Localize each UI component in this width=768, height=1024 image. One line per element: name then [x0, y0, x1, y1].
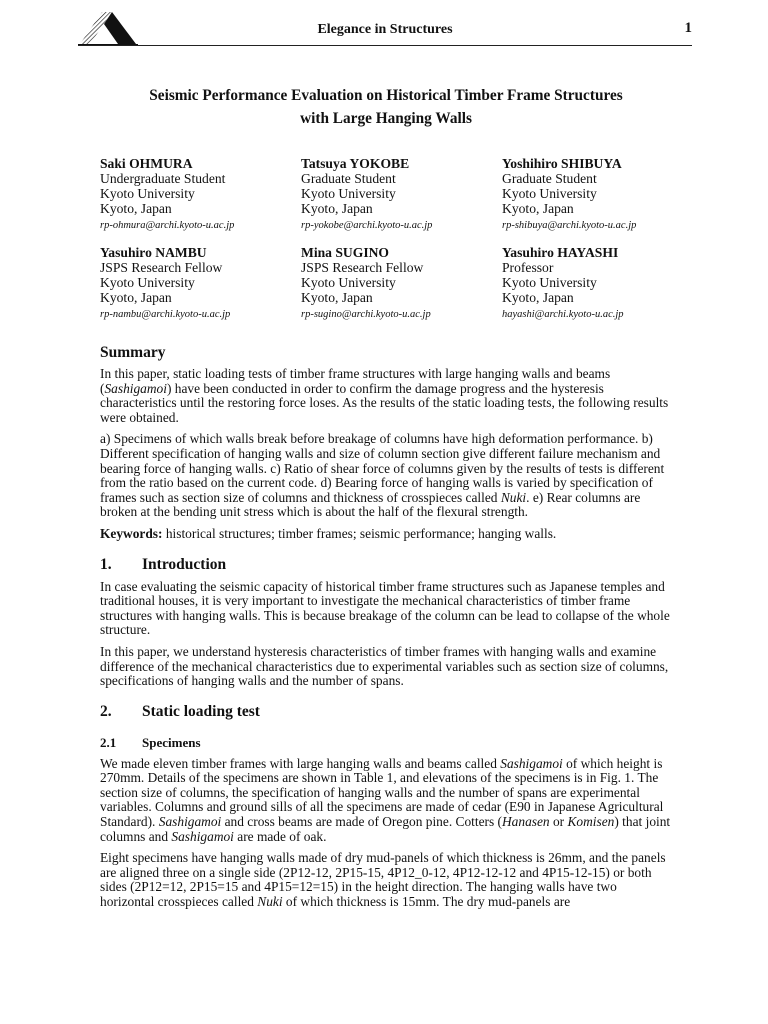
author-affiliation: Kyoto University: [301, 186, 396, 201]
running-title: Elegance in Structures: [317, 22, 453, 37]
keywords-label: Keywords:: [100, 525, 163, 541]
author-location: Kyoto, Japan: [100, 290, 172, 305]
author-email[interactable]: rp-yokobe@archi.kyoto-u.ac.jp: [301, 220, 433, 231]
keywords-text: historical structures; timber frames; seismic performance; hanging walls.: [162, 525, 557, 541]
paper-title-line-1: Seismic Performance Evaluation on Historical Timber Frame Structures: [149, 87, 623, 104]
section-heading-introduction: 1. Introduction: [100, 555, 227, 573]
author-role: JSPS Research Fellow: [100, 260, 223, 275]
intro-paragraph-1: In case evaluating the seismic capacity of historical timber frame structures such as Japanese temples and traditional houses, it is very important to investigate the mechanical characteristics of timber frame structures with hanging walls. This is because breakage of the column can be lead to collapse of the whole structure.: [100, 578, 670, 638]
specimens-paragraph-2: Eight specimens have hanging walls made of dry mud-panels of which thickness is 26mm, and the panels are aligned three on a single side (2P12-12, 2P15-15, 4P12_0-12, 4P12-12-12 and 4P15-12-15) or both sides (2P12=12, 2P15=15 and 4P15=12=15) in the height direction. The hanging walls have two horizontal crosspieces called Nuki of which thickness is 15mm. The dry mud-panels are: [100, 850, 666, 910]
summary-heading: Summary: [100, 344, 166, 361]
author-location: Kyoto, Japan: [301, 290, 373, 305]
author-block: [502, 245, 672, 322]
page-number: 1: [684, 20, 692, 36]
author-name: Yasuhiro NAMBU: [100, 245, 207, 260]
summary-paragraph: In this paper, static loading tests of timber frame structures with large hanging walls and beams (Sashigamoi) have been conducted in order to confirm the damage progress and the hysteresis characteristics until the restoring force loses. As the results of the static loading tests, the following results were obtained.: [100, 366, 669, 425]
summary-findings: a) Specimens of which walls break before breakage of columns have high deformation performance. b) Different specification of hanging walls and size of column section give different failure mechanism and bearing force of hanging walls. c) Ratio of shear force of columns given by the results of tests is different from the ratio based on the current code. d) Bearing force of hanging walls is varied by specification of frames such as section size of columns and thickness of crosspieces called Nuki. e) Rear columns are broken at the bending unit stress which is about the half of the flexural strength.: [100, 431, 665, 520]
author-location: Kyoto, Japan: [100, 201, 172, 216]
author-name: Yasuhiro HAYASHI: [502, 245, 619, 260]
author-role: Undergraduate Student: [100, 171, 226, 186]
author-location: Kyoto, Japan: [502, 201, 574, 216]
author-affiliation: Kyoto University: [502, 186, 597, 201]
author-email[interactable]: rp-sugino@archi.kyoto-u.ac.jp: [301, 309, 431, 320]
subsection-heading-specimens: 2.1 Specimens: [100, 734, 201, 750]
author-block: [301, 156, 502, 233]
author-block: [100, 245, 301, 322]
author-name: Yoshihiro SHIBUYA: [502, 156, 622, 171]
author-name: Tatsuya YOKOBE: [301, 156, 410, 171]
author-list: [100, 156, 672, 322]
author-role: Graduate Student: [502, 171, 597, 186]
author-email[interactable]: rp-nambu@archi.kyoto-u.ac.jp: [100, 309, 231, 320]
author-email[interactable]: rp-ohmura@archi.kyoto-u.ac.jp: [100, 220, 235, 231]
author-location: Kyoto, Japan: [502, 290, 574, 305]
author-role: Professor: [502, 260, 554, 275]
author-role: Graduate Student: [301, 171, 396, 186]
author-affiliation: Kyoto University: [301, 275, 396, 290]
paper-body: [100, 84, 672, 917]
keywords: [100, 527, 672, 542]
intro-paragraph-2: In this paper, we understand hysteresis characteristics of timber frames with hanging walls and examine difference of the mechanical characteristics due to experimental variables such as section size of columns, specifications of hanging walls and the number of spans.: [100, 643, 669, 689]
author-affiliation: Kyoto University: [502, 275, 597, 290]
page-header: [78, 10, 692, 46]
author-email[interactable]: rp-shibuya@archi.kyoto-u.ac.jp: [502, 220, 637, 231]
author-location: Kyoto, Japan: [301, 201, 373, 216]
specimens-paragraph-1: We made eleven timber frames with large hanging walls and beams called Sashigamoi of which height is 270mm. Details of the specimens are shown in Table 1, and elevations of the specimens is in Fig. 1. The section size of columns, the specification of hanging walls and the number of spans are experimental variables. Columns and ground sills of all the specimens are made of cedar (E90 in Japanese Agricultural Standard). Sashigamoi and cross beams are made of Oregon pine. Cotters (Hanasen or Komisen) that joint columns and Sashigamoi are made of oak.: [100, 755, 671, 844]
paper-title: [100, 84, 672, 130]
author-affiliation: Kyoto University: [100, 186, 195, 201]
author-block: [100, 156, 301, 233]
paper-title-line-2: with Large Hanging Walls: [300, 110, 472, 127]
author-name: Mina SUGINO: [301, 245, 389, 260]
author-block: [301, 245, 502, 322]
author-block: [502, 156, 672, 233]
author-email[interactable]: hayashi@archi.kyoto-u.ac.jp: [502, 309, 624, 320]
author-role: JSPS Research Fellow: [301, 260, 424, 275]
section-heading-static-loading-test: 2. Static loading test: [100, 702, 260, 720]
author-affiliation: Kyoto University: [100, 275, 195, 290]
author-name: Saki OHMURA: [100, 156, 193, 171]
header-rule: [78, 45, 692, 46]
